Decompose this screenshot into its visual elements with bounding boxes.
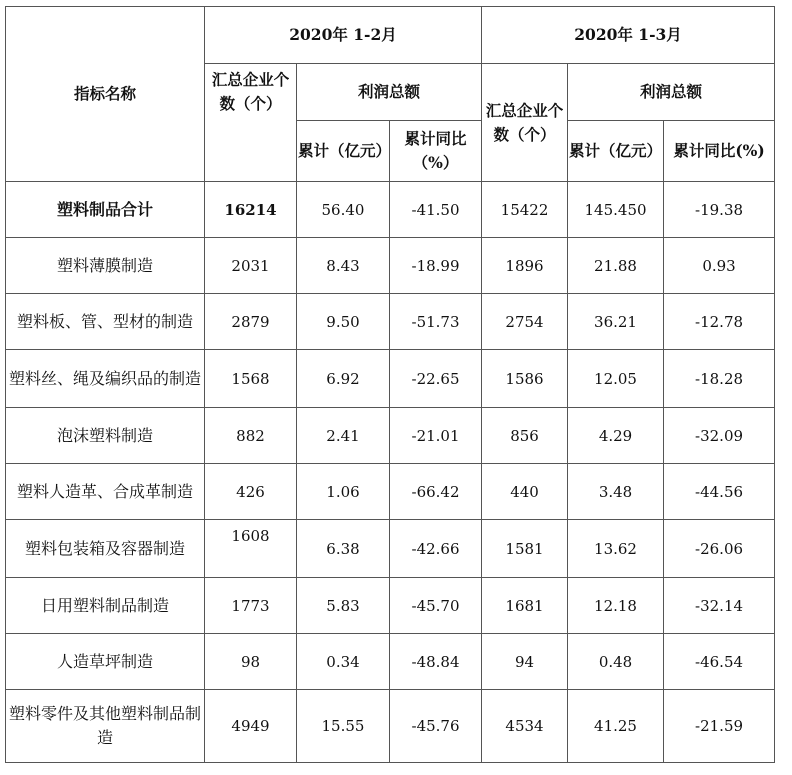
industry-name-cell: 人造草坪制造 — [6, 634, 205, 690]
p1-enterprise-count-cell: 4949 — [205, 690, 297, 763]
p2-cumulative-profit-cell: 13.62 — [568, 520, 664, 578]
p1-enterprise-count-cell: 16214 — [205, 182, 297, 238]
table-row — [6, 578, 775, 634]
p2-cumulative-profit-cell: 21.88 — [568, 238, 664, 294]
p1-cumulative-yoy-cell: -45.76 — [390, 690, 482, 763]
industry-name-cell: 塑料制品合计 — [6, 182, 205, 238]
p1-cumulative-profit-cell: 0.34 — [297, 634, 390, 690]
p2-total-profit-header: 利润总额 — [568, 64, 775, 121]
p2-enterprise-count-cell: 94 — [482, 634, 568, 690]
p2-cumulative-yoy-cell: -18.28 — [664, 350, 775, 408]
p2-cumulative-profit-cell: 145.450 — [568, 182, 664, 238]
p2-cumulative-yoy-cell: -21.59 — [664, 690, 775, 763]
p1-enterprise-count-cell: 1568 — [205, 350, 297, 408]
p1-enterprise-count-cell: 2879 — [205, 294, 297, 350]
p1-enterprise-count-cell: 882 — [205, 408, 297, 464]
p1-enterprise-count-cell: 1773 — [205, 578, 297, 634]
p1-cumulative-profit-cell: 9.50 — [297, 294, 390, 350]
p2-enterprise-count-cell: 1681 — [482, 578, 568, 634]
p2-cumulative-yoy-cell: -32.14 — [664, 578, 775, 634]
table-row — [6, 350, 775, 408]
industry-name-cell: 塑料包装箱及容器制造 — [6, 520, 205, 578]
p1-enterprise-count-cell: 2031 — [205, 238, 297, 294]
p2-enterprise-count-cell: 1586 — [482, 350, 568, 408]
p1-cumulative-profit-cell: 5.83 — [297, 578, 390, 634]
p1-cumulative-yoy-cell: -41.50 — [390, 182, 482, 238]
period2-header: 2020年 1-3月 — [482, 7, 775, 64]
p1-total-profit-header: 利润总额 — [297, 64, 482, 121]
table-row — [6, 464, 775, 520]
p1-cumulative-yoy-cell: -18.99 — [390, 238, 482, 294]
p2-cumulative-yoy-cell: -46.54 — [664, 634, 775, 690]
p2-cumulative-profit-cell: 12.05 — [568, 350, 664, 408]
p1-cumulative-profit-cell: 8.43 — [297, 238, 390, 294]
p1-cumulative-yoy-cell: -45.70 — [390, 578, 482, 634]
table-row — [6, 294, 775, 350]
p2-enterprise-count-header: 汇总企业个数（个） — [482, 64, 568, 182]
industry-name-cell: 塑料丝、绳及编织品的制造 — [6, 350, 205, 408]
table-row — [6, 634, 775, 690]
table-row — [6, 690, 775, 763]
p2-cumulative-profit-cell: 3.48 — [568, 464, 664, 520]
p2-enterprise-count-cell: 1581 — [482, 520, 568, 578]
p2-enterprise-count-cell: 440 — [482, 464, 568, 520]
industry-name-cell: 塑料板、管、型材的制造 — [6, 294, 205, 350]
indicator-name-header: 指标名称 — [6, 7, 205, 182]
profit-table — [5, 6, 775, 763]
p2-enterprise-count-cell: 856 — [482, 408, 568, 464]
p1-cumulative-header: 累计（亿元） — [297, 121, 390, 182]
industry-name-cell: 泡沫塑料制造 — [6, 408, 205, 464]
p1-cumulative-yoy-cell: -21.01 — [390, 408, 482, 464]
p2-cumulative-profit-cell: 12.18 — [568, 578, 664, 634]
p1-cumulative-yoy-header: 累计同比（%） — [390, 121, 482, 182]
table-row — [6, 520, 775, 578]
p2-cumulative-yoy-cell: -44.56 — [664, 464, 775, 520]
p2-cumulative-yoy-cell: 0.93 — [664, 238, 775, 294]
p2-cumulative-profit-cell: 36.21 — [568, 294, 664, 350]
p1-enterprise-count-cell: 1608 — [205, 520, 297, 578]
p1-enterprise-count-cell: 426 — [205, 464, 297, 520]
p1-cumulative-yoy-cell: -51.73 — [390, 294, 482, 350]
p1-cumulative-yoy-cell: -42.66 — [390, 520, 482, 578]
p2-enterprise-count-cell: 1896 — [482, 238, 568, 294]
p2-cumulative-yoy-cell: -12.78 — [664, 294, 775, 350]
industry-name-cell: 日用塑料制品制造 — [6, 578, 205, 634]
p2-enterprise-count-cell: 2754 — [482, 294, 568, 350]
p2-cumulative-header: 累计（亿元） — [568, 121, 664, 182]
p2-cumulative-yoy-cell: -19.38 — [664, 182, 775, 238]
p2-cumulative-yoy-cell: -26.06 — [664, 520, 775, 578]
p1-cumulative-profit-cell: 6.38 — [297, 520, 390, 578]
p2-cumulative-profit-cell: 4.29 — [568, 408, 664, 464]
p2-cumulative-yoy-cell: -32.09 — [664, 408, 775, 464]
p1-cumulative-profit-cell: 6.92 — [297, 350, 390, 408]
industry-name-cell: 塑料薄膜制造 — [6, 238, 205, 294]
p2-cumulative-profit-cell: 41.25 — [568, 690, 664, 763]
p1-enterprise-count-cell: 98 — [205, 634, 297, 690]
table-row — [6, 408, 775, 464]
p1-enterprise-count-header: 汇总企业个数（个） — [205, 64, 297, 182]
p1-cumulative-yoy-cell: -66.42 — [390, 464, 482, 520]
table-row — [6, 238, 775, 294]
industry-name-cell: 塑料零件及其他塑料制品制造 — [6, 690, 205, 763]
p2-enterprise-count-cell: 15422 — [482, 182, 568, 238]
p1-cumulative-profit-cell: 2.41 — [297, 408, 390, 464]
p1-cumulative-yoy-cell: -22.65 — [390, 350, 482, 408]
table-row — [6, 182, 775, 238]
p2-cumulative-yoy-header: 累计同比(%) — [664, 121, 775, 182]
p1-cumulative-yoy-cell: -48.84 — [390, 634, 482, 690]
p2-cumulative-profit-cell: 0.48 — [568, 634, 664, 690]
p1-cumulative-profit-cell: 15.55 — [297, 690, 390, 763]
p1-cumulative-profit-cell: 1.06 — [297, 464, 390, 520]
industry-name-cell: 塑料人造革、合成革制造 — [6, 464, 205, 520]
p1-cumulative-profit-cell: 56.40 — [297, 182, 390, 238]
period1-header: 2020年 1-2月 — [205, 7, 482, 64]
p2-enterprise-count-cell: 4534 — [482, 690, 568, 763]
